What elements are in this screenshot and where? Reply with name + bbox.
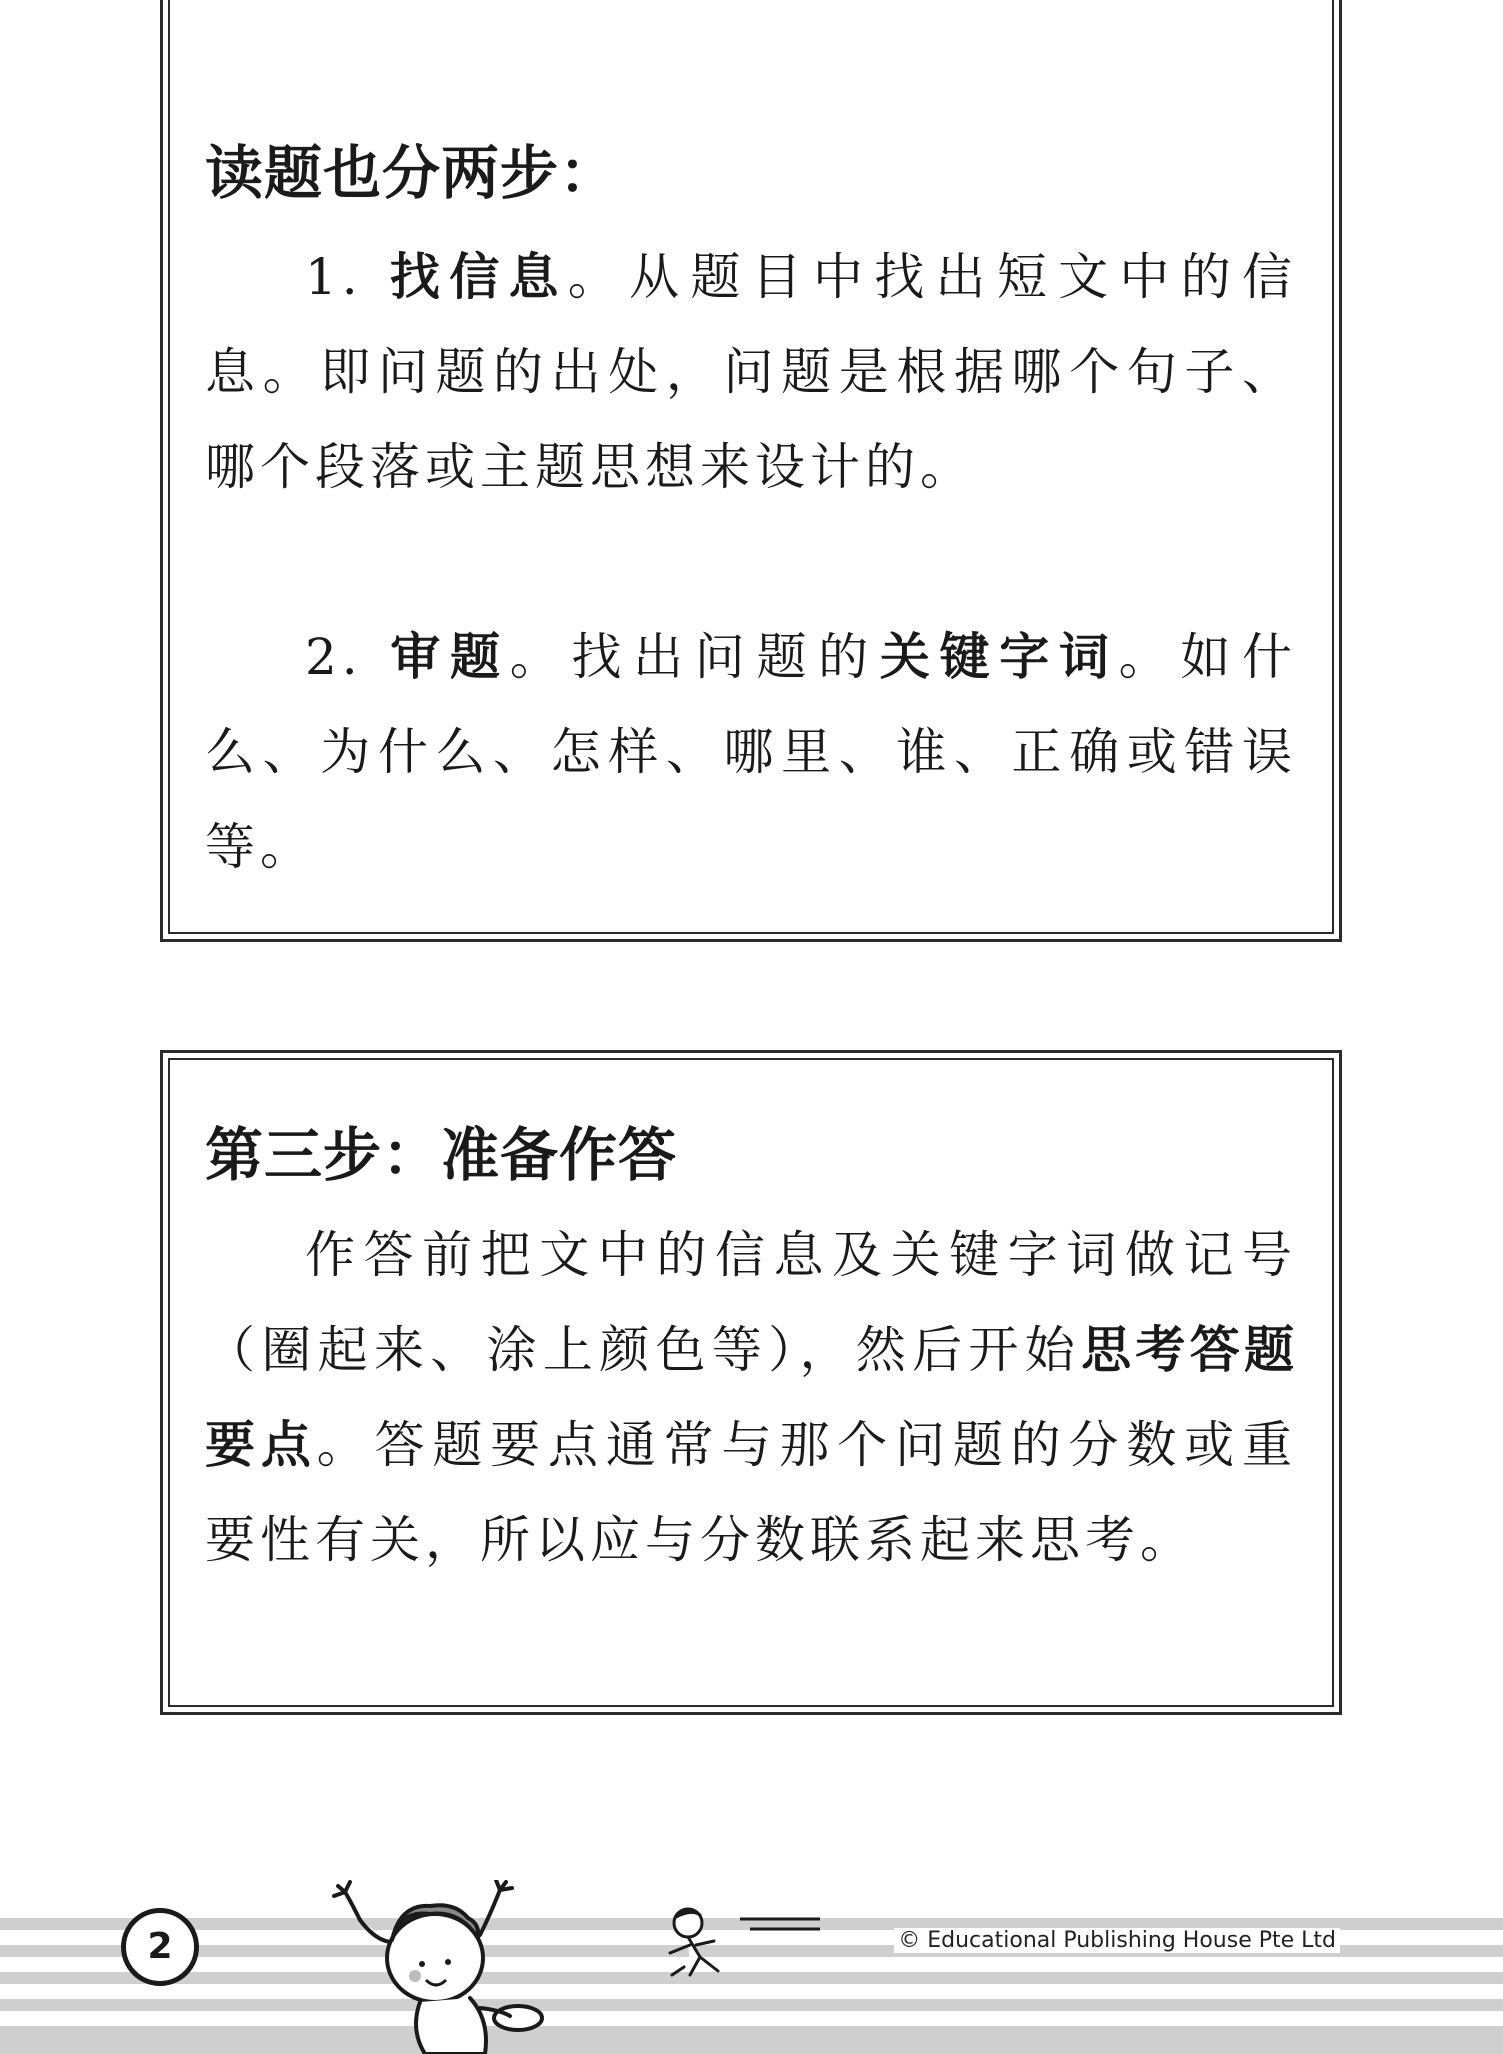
body-text: 1. xyxy=(305,248,390,306)
cartoon-boy-icon xyxy=(330,1880,590,2054)
body-text: 2. xyxy=(305,628,391,686)
emphasis-text: 审题 xyxy=(390,628,510,686)
step-three-paragraph xyxy=(205,1208,1297,1588)
emphasis-text: 思考答题要点 xyxy=(205,1321,1298,1474)
tip-paragraph-2 xyxy=(205,610,1297,895)
body-text: 。答题要点通常与那个问题的分数或重要性有关，所以应与分数联系起来思考。 xyxy=(205,1416,1298,1569)
body-text: 作答前把文中的信息及关键字词做记号（圈起来、涂上颜色等），然后开始 xyxy=(205,1226,1297,1379)
page-number-badge: 2 xyxy=(121,1908,199,1986)
cartoon-runner-icon xyxy=(660,1905,830,1985)
tip-paragraph-1 xyxy=(205,230,1297,515)
step-three-box xyxy=(160,1050,1342,1715)
body-text: 。找出问题的 xyxy=(509,628,880,686)
section-heading: 读题也分两步： xyxy=(205,139,619,207)
emphasis-text: 找信息 xyxy=(389,248,568,306)
reading-tips-box xyxy=(160,0,1342,942)
section-heading: 第三步：准备作答 xyxy=(205,1121,678,1189)
body-text: 。从题目中找出短文中的信息。即问题的出处，问题是根据哪个句子、哪个段落或主题思想来设计的。 xyxy=(205,248,1298,496)
emphasis-text: 关键字词 xyxy=(879,628,1119,686)
copyright-text: © Educational Publishing House Pte Ltd xyxy=(894,1928,1340,1953)
body-text: 。如什么、为什么、怎样、哪里、谁、正确或错误等。 xyxy=(205,628,1298,876)
